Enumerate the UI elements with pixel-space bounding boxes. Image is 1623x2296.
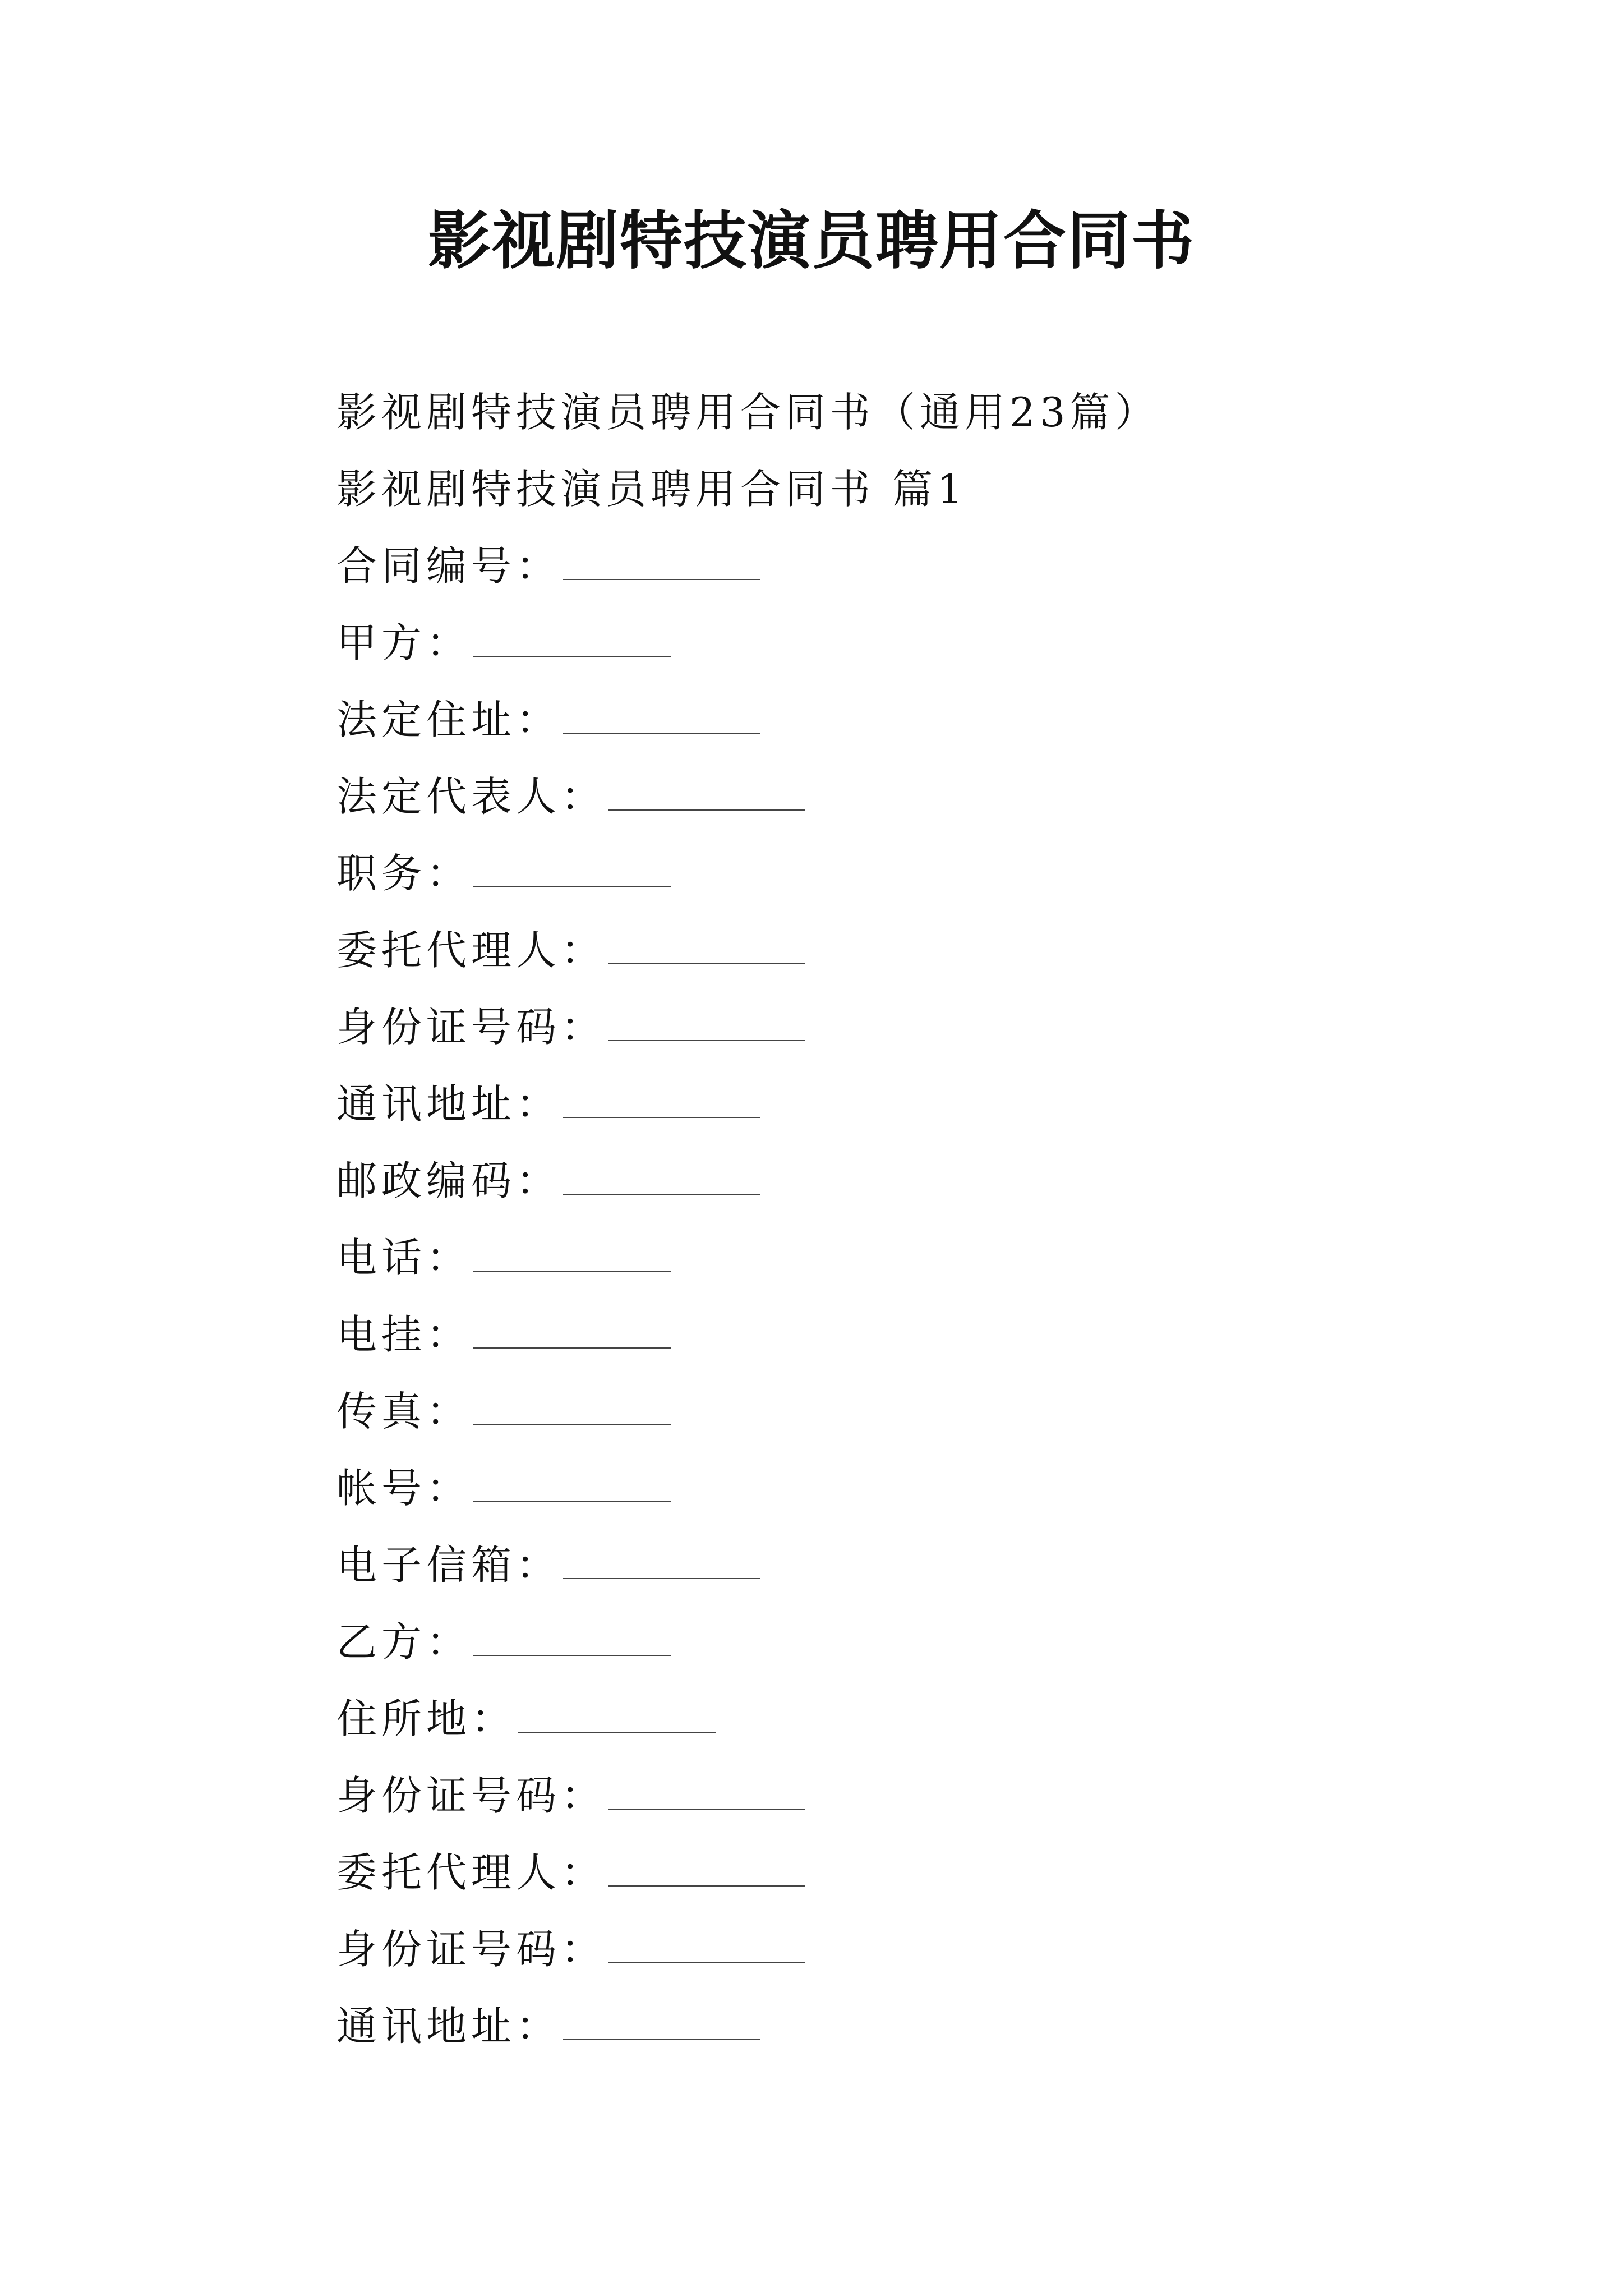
phone-field — [336, 1227, 1514, 1304]
fill-in-blank — [473, 1235, 671, 1272]
field-label: 住所地： — [336, 1695, 517, 1742]
id-number-field — [336, 1765, 1514, 1842]
field-label: 甲方： — [336, 619, 472, 666]
line-text: 影视剧特技演员聘用合同书 篇1 — [336, 466, 967, 513]
fill-in-blank — [608, 774, 805, 811]
fill-in-blank — [473, 1312, 671, 1349]
telegraph-field — [336, 1304, 1514, 1381]
fill-in-blank — [518, 1696, 716, 1733]
field-label: 电子信箱： — [336, 1542, 561, 1589]
party-a-field — [336, 612, 1514, 689]
field-label: 身份证号码： — [336, 1926, 606, 1973]
fill-in-blank — [608, 927, 805, 964]
fax-field — [336, 1381, 1514, 1457]
residence-field — [336, 1688, 1514, 1765]
id-number-field — [336, 1918, 1514, 1995]
field-label: 通讯地址： — [336, 2003, 561, 2050]
fill-in-blank — [473, 1465, 671, 1502]
field-label: 身份证号码： — [336, 1772, 606, 1819]
field-label: 帐号： — [336, 1465, 472, 1512]
fill-in-blank — [608, 1004, 805, 1041]
email-field — [336, 1534, 1514, 1611]
field-label: 法定住址： — [336, 696, 561, 743]
fill-in-blank — [608, 1773, 805, 1810]
fill-in-blank — [563, 1158, 760, 1195]
fill-in-blank — [563, 1081, 760, 1118]
account-field — [336, 1457, 1514, 1534]
field-label: 委托代理人： — [336, 1849, 606, 1896]
section-heading — [336, 458, 1514, 535]
field-label: 乙方： — [336, 1618, 472, 1665]
field-label: 电挂： — [336, 1311, 472, 1358]
document-body — [336, 381, 1514, 2072]
fill-in-blank — [563, 543, 760, 580]
fill-in-blank — [608, 1849, 805, 1887]
line-text: 影视剧特技演员聘用合同书（通用23篇） — [336, 389, 1160, 436]
fill-in-blank — [563, 2003, 760, 2040]
agent-field — [336, 1842, 1514, 1918]
mailing-address-field — [336, 1073, 1514, 1150]
position-field — [336, 843, 1514, 919]
field-label: 法定代表人： — [336, 773, 606, 820]
field-label: 合同编号： — [336, 542, 561, 590]
contract-number-field — [336, 535, 1514, 612]
mailing-address-field — [336, 1995, 1514, 2072]
field-label: 邮政编码： — [336, 1157, 561, 1204]
fill-in-blank — [473, 850, 671, 887]
postal-code-field — [336, 1150, 1514, 1227]
field-label: 电话： — [336, 1234, 472, 1281]
party-b-field — [336, 1611, 1514, 1688]
doc-subtitle — [336, 381, 1514, 458]
fill-in-blank — [563, 1542, 760, 1579]
field-label: 职务： — [336, 850, 472, 897]
agent-field — [336, 919, 1514, 996]
fill-in-blank — [473, 1619, 671, 1656]
fill-in-blank — [473, 620, 671, 657]
field-label: 身份证号码： — [336, 1004, 606, 1051]
field-label: 传真： — [336, 1388, 472, 1435]
fill-in-blank — [563, 697, 760, 734]
legal-representative-field — [336, 766, 1514, 843]
fill-in-blank — [608, 1926, 805, 1963]
id-number-field — [336, 996, 1514, 1073]
field-label: 通讯地址： — [336, 1080, 561, 1128]
document-title: 影视剧特技演员聘用合同书 — [428, 204, 1195, 278]
legal-address-field — [336, 689, 1514, 766]
fill-in-blank — [473, 1388, 671, 1425]
field-label: 委托代理人： — [336, 927, 606, 974]
